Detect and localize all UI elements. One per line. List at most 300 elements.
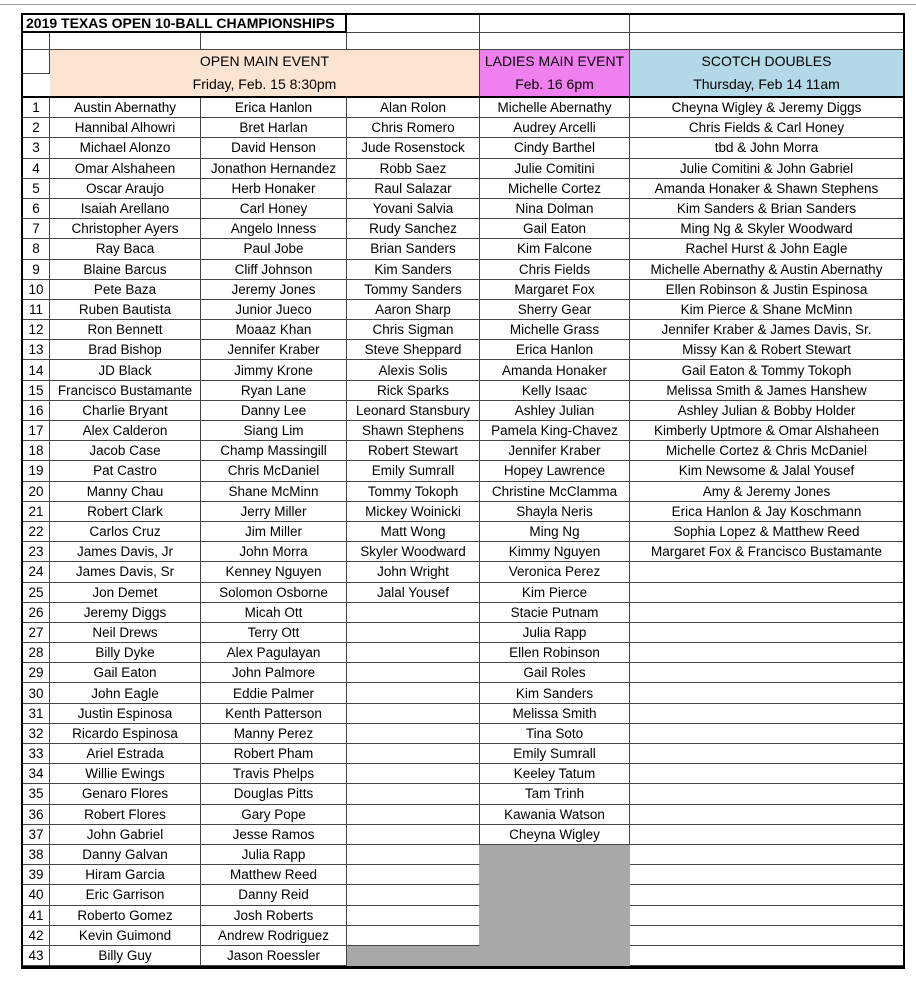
ladies-player: Stacie Putnam xyxy=(480,603,630,623)
open-player-col2: Gary Pope xyxy=(201,805,347,825)
top-rule xyxy=(0,4,916,5)
open-player-col1: JD Black xyxy=(50,360,201,380)
open-player-col3: Shawn Stephens xyxy=(347,421,480,441)
row-number: 17 xyxy=(23,421,50,441)
open-player-col3 xyxy=(347,885,480,905)
ladies-player: Jennifer Kraber xyxy=(480,441,630,461)
scotch-doubles-team: Kimberly Uptmore & Omar Alshaheen xyxy=(630,421,903,441)
open-player-col2: Kenney Nguyen xyxy=(201,562,347,582)
table-row xyxy=(23,199,903,219)
row-number: 13 xyxy=(23,340,50,360)
open-player-col2: Junior Jueco xyxy=(201,300,347,320)
page-title: 2019 TEXAS OPEN 10-BALL CHAMPIONSHIPS xyxy=(23,15,347,33)
ladies-player: Emily Sumrall xyxy=(480,744,630,764)
table-row xyxy=(23,280,903,300)
open-player-col1: Ray Baca xyxy=(50,239,201,259)
table-row xyxy=(23,118,903,138)
open-player-col1: Billy Guy xyxy=(50,946,201,966)
open-player-col1: Carlos Cruz xyxy=(50,522,201,542)
open-player-col3 xyxy=(347,704,480,724)
table-row xyxy=(23,502,903,522)
open-player-col1: Justin Espinosa xyxy=(50,704,201,724)
open-player-col2: Solomon Osborne xyxy=(201,583,347,603)
open-player-col2: Julia Rapp xyxy=(201,845,347,865)
open-player-col3: Skyler Woodward xyxy=(347,542,480,562)
open-player-col1: James Davis, Sr xyxy=(50,562,201,582)
open-player-col1: Omar Alshaheen xyxy=(50,159,201,179)
open-player-col3 xyxy=(347,643,480,663)
open-player-col1: Ricardo Espinosa xyxy=(50,724,201,744)
blank-cell xyxy=(480,33,630,50)
table-row xyxy=(23,159,903,179)
open-player-col3: Raul Salazar xyxy=(347,179,480,199)
open-player-col1: Danny Galvan xyxy=(50,845,201,865)
open-player-col1: Roberto Gomez xyxy=(50,906,201,926)
ladies-player: Gail Eaton xyxy=(480,219,630,239)
open-player-col3: Kim Sanders xyxy=(347,260,480,280)
tournament-sheet xyxy=(21,13,905,969)
scotch-doubles-team xyxy=(630,926,903,946)
table-row xyxy=(23,421,903,441)
table-row xyxy=(23,845,903,865)
table-row xyxy=(23,320,903,340)
open-player-col1: Alex Calderon xyxy=(50,421,201,441)
open-player-col1: John Gabriel xyxy=(50,825,201,845)
open-player-col2: Jason Roessler xyxy=(201,946,347,966)
scotch-doubles-team xyxy=(630,724,903,744)
row-number: 25 xyxy=(23,583,50,603)
ladies-player xyxy=(480,926,630,946)
table-row xyxy=(23,885,903,905)
open-player-col3 xyxy=(347,724,480,744)
open-player-col2: Jimmy Krone xyxy=(201,360,347,380)
row-number: 21 xyxy=(23,502,50,522)
open-player-col1: Willie Ewings xyxy=(50,764,201,784)
ladies-player: Ellen Robinson xyxy=(480,643,630,663)
open-player-col3: Brian Sanders xyxy=(347,239,480,259)
row-number: 30 xyxy=(23,683,50,703)
blank-cell xyxy=(630,33,903,50)
scotch-doubles-team xyxy=(630,946,903,966)
tournament-table xyxy=(23,15,903,966)
table-row xyxy=(23,522,903,542)
open-player-col2: Micah Ott xyxy=(201,603,347,623)
open-player-col3 xyxy=(347,603,480,623)
open-player-col2: Jennifer Kraber xyxy=(201,340,347,360)
ladies-player xyxy=(480,906,630,926)
table-row xyxy=(23,764,903,784)
table-row xyxy=(23,946,903,966)
open-player-col2: Moaaz Khan xyxy=(201,320,347,340)
open-player-col3: Jalal Yousef xyxy=(347,583,480,603)
player-rows xyxy=(23,98,903,966)
open-player-col1: Francisco Bustamante xyxy=(50,381,201,401)
table-row xyxy=(23,865,903,885)
row-number: 10 xyxy=(23,280,50,300)
open-player-col1: Ruben Bautista xyxy=(50,300,201,320)
ladies-player: Shayla Neris xyxy=(480,502,630,522)
open-player-col2: John Palmore xyxy=(201,663,347,683)
row-number: 7 xyxy=(23,219,50,239)
ladies-event-name: LADIES MAIN EVENT xyxy=(484,53,625,69)
ladies-player: Kimmy Nguyen xyxy=(480,542,630,562)
open-player-col3: Yovani Salvia xyxy=(347,199,480,219)
open-player-col1: Kevin Guimond xyxy=(50,926,201,946)
table-row xyxy=(23,623,903,643)
blank-cell xyxy=(480,15,630,33)
row-number: 15 xyxy=(23,381,50,401)
open-player-col3: Tommy Tokoph xyxy=(347,482,480,502)
open-player-col1: Brad Bishop xyxy=(50,340,201,360)
blank-cell xyxy=(50,33,201,50)
scotch-doubles-team: Michelle Cortez & Chris McDaniel xyxy=(630,441,903,461)
ladies-player: Christine McClamma xyxy=(480,482,630,502)
blank-cell xyxy=(201,33,347,50)
ladies-player: Ashley Julian xyxy=(480,401,630,421)
table-row xyxy=(23,724,903,744)
scotch-doubles-team: Erica Hanlon & Jay Koschmann xyxy=(630,502,903,522)
open-event-name: OPEN MAIN EVENT xyxy=(199,53,330,69)
scotch-doubles-team xyxy=(630,865,903,885)
open-player-col2: Eddie Palmer xyxy=(201,683,347,703)
ladies-player: Cheyna Wigley xyxy=(480,825,630,845)
open-player-col1: James Davis, Jr xyxy=(50,542,201,562)
table-row xyxy=(23,704,903,724)
open-event-datetime: Friday, Feb. 15 8:30pm xyxy=(192,76,337,92)
open-player-col1: Ron Bennett xyxy=(50,320,201,340)
open-player-col1: John Eagle xyxy=(50,683,201,703)
row-number: 27 xyxy=(23,623,50,643)
scotch-doubles-team: Jennifer Kraber & James Davis, Sr. xyxy=(630,320,903,340)
table-row xyxy=(23,381,903,401)
table-row xyxy=(23,179,903,199)
open-player-col1: Isaiah Arellano xyxy=(50,199,201,219)
scotch-doubles-team: Gail Eaton & Tommy Tokoph xyxy=(630,360,903,380)
open-player-col2: Champ Massingill xyxy=(201,441,347,461)
ladies-player xyxy=(480,946,630,966)
open-player-col2: Herb Honaker xyxy=(201,179,347,199)
table-row xyxy=(23,805,903,825)
open-player-col1: Charlie Bryant xyxy=(50,401,201,421)
row-number: 32 xyxy=(23,724,50,744)
ladies-player: Hopey Lawrence xyxy=(480,461,630,481)
row-number: 31 xyxy=(23,704,50,724)
table-row xyxy=(23,138,903,158)
open-player-col2: Angelo Inness xyxy=(201,219,347,239)
open-player-col3: Robert Stewart xyxy=(347,441,480,461)
ladies-player: Pamela King-Chavez xyxy=(480,421,630,441)
scotch-doubles-team: Sophia Lopez & Matthew Reed xyxy=(630,522,903,542)
open-player-col1: Hannibal Alhowri xyxy=(50,118,201,138)
table-row xyxy=(23,360,903,380)
open-player-col2: Alex Pagulayan xyxy=(201,643,347,663)
open-player-col2: Jesse Ramos xyxy=(201,825,347,845)
open-player-col2: Danny Lee xyxy=(201,401,347,421)
ladies-player: Amanda Honaker xyxy=(480,360,630,380)
open-player-col3 xyxy=(347,845,480,865)
title-row xyxy=(23,15,903,33)
table-row xyxy=(23,603,903,623)
open-player-col1: Pete Baza xyxy=(50,280,201,300)
ladies-player: Veronica Perez xyxy=(480,562,630,582)
open-player-col1: Eric Garrison xyxy=(50,885,201,905)
open-player-col2: Jim Miller xyxy=(201,522,347,542)
open-player-col3 xyxy=(347,825,480,845)
scotch-doubles-team xyxy=(630,764,903,784)
open-player-col3: John Wright xyxy=(347,562,480,582)
blank-cell xyxy=(630,15,903,33)
row-number: 24 xyxy=(23,562,50,582)
open-player-col3: Leonard Stansbury xyxy=(347,401,480,421)
ladies-player: Julia Rapp xyxy=(480,623,630,643)
scotch-doubles-team xyxy=(630,885,903,905)
open-player-col1: Christopher Ayers xyxy=(50,219,201,239)
scotch-doubles-team xyxy=(630,562,903,582)
open-player-col1: Ariel Estrada xyxy=(50,744,201,764)
ladies-player: Margaret Fox xyxy=(480,280,630,300)
scotch-doubles-team: Cheyna Wigley & Jeremy Diggs xyxy=(630,98,903,118)
table-row xyxy=(23,583,903,603)
scotch-doubles-team: Margaret Fox & Francisco Bustamante xyxy=(630,542,903,562)
scotch-doubles-team: Michelle Abernathy & Austin Abernathy xyxy=(630,260,903,280)
open-player-col1: Hiram Garcia xyxy=(50,865,201,885)
open-player-col3: Tommy Sanders xyxy=(347,280,480,300)
ladies-player xyxy=(480,865,630,885)
open-player-col2: Josh Roberts xyxy=(201,906,347,926)
open-player-col2: David Henson xyxy=(201,138,347,158)
ladies-player: Kawania Watson xyxy=(480,805,630,825)
scotch-doubles-team xyxy=(630,603,903,623)
row-number: 23 xyxy=(23,542,50,562)
table-row xyxy=(23,906,903,926)
ladies-player: Kelly Isaac xyxy=(480,381,630,401)
open-player-col3: Rudy Sanchez xyxy=(347,219,480,239)
table-row xyxy=(23,219,903,239)
row-number: 4 xyxy=(23,159,50,179)
open-player-col3 xyxy=(347,663,480,683)
row-number: 5 xyxy=(23,179,50,199)
open-player-col3: Steve Sheppard xyxy=(347,340,480,360)
row-number: 42 xyxy=(23,926,50,946)
blank-cell xyxy=(23,33,50,50)
ladies-player: Kim Pierce xyxy=(480,583,630,603)
scotch-doubles-team: Amanda Honaker & Shawn Stephens xyxy=(630,179,903,199)
spacer-row xyxy=(23,33,903,50)
row-number: 37 xyxy=(23,825,50,845)
scotch-doubles-team xyxy=(630,583,903,603)
open-player-col3: Rick Sparks xyxy=(347,381,480,401)
scotch-doubles-team xyxy=(630,906,903,926)
open-player-col2: Jonathon Hernandez xyxy=(201,159,347,179)
table-row xyxy=(23,562,903,582)
open-player-col2: Shane McMinn xyxy=(201,482,347,502)
open-player-col2: Bret Harlan xyxy=(201,118,347,138)
scotch-doubles-team: Chris Fields & Carl Honey xyxy=(630,118,903,138)
scotch-doubles-team xyxy=(630,845,903,865)
table-row xyxy=(23,542,903,562)
row-number: 2 xyxy=(23,118,50,138)
scotch-doubles-team: Rachel Hurst & John Eagle xyxy=(630,239,903,259)
table-row xyxy=(23,683,903,703)
row-number: 38 xyxy=(23,845,50,865)
row-number: 39 xyxy=(23,865,50,885)
open-player-col1: Jon Demet xyxy=(50,583,201,603)
open-player-col1: Robert Flores xyxy=(50,805,201,825)
table-row xyxy=(23,643,903,663)
open-player-col2: Ryan Lane xyxy=(201,381,347,401)
row-number: 8 xyxy=(23,239,50,259)
row-number: 11 xyxy=(23,300,50,320)
row-number: 35 xyxy=(23,784,50,804)
open-player-col3 xyxy=(347,805,480,825)
table-row xyxy=(23,441,903,461)
open-player-col3 xyxy=(347,926,480,946)
row-number: 1 xyxy=(23,98,50,118)
open-player-col3: Chris Romero xyxy=(347,118,480,138)
open-player-col1: Austin Abernathy xyxy=(50,98,201,118)
row-number: 6 xyxy=(23,199,50,219)
row-number: 34 xyxy=(23,764,50,784)
row-number: 14 xyxy=(23,360,50,380)
scotch-doubles-team: Melissa Smith & James Hanshew xyxy=(630,381,903,401)
open-player-col3 xyxy=(347,906,480,926)
open-player-col1: Blaine Barcus xyxy=(50,260,201,280)
open-player-col3: Alexis Solis xyxy=(347,360,480,380)
open-player-col3: Emily Sumrall xyxy=(347,461,480,481)
open-player-col2: John Morra xyxy=(201,542,347,562)
open-player-col1: Oscar Araujo xyxy=(50,179,201,199)
row-number: 28 xyxy=(23,643,50,663)
table-row xyxy=(23,482,903,502)
row-number: 9 xyxy=(23,260,50,280)
ladies-player: Nina Dolman xyxy=(480,199,630,219)
open-player-col3 xyxy=(347,683,480,703)
table-row xyxy=(23,98,903,118)
open-player-col1: Jeremy Diggs xyxy=(50,603,201,623)
ladies-player: Kim Falcone xyxy=(480,239,630,259)
open-player-col3 xyxy=(347,623,480,643)
scotch-doubles-team xyxy=(630,784,903,804)
open-player-col3: Jude Rosenstock xyxy=(347,138,480,158)
ladies-player: Gail Roles xyxy=(480,663,630,683)
table-row xyxy=(23,239,903,259)
ladies-player: Sherry Gear xyxy=(480,300,630,320)
open-main-event-header xyxy=(50,50,480,98)
ladies-player: Chris Fields xyxy=(480,260,630,280)
ladies-event-datetime: Feb. 16 6pm xyxy=(515,76,594,92)
row-number: 41 xyxy=(23,906,50,926)
open-player-col2: Cliff Johnson xyxy=(201,260,347,280)
open-player-col3: Matt Wong xyxy=(347,522,480,542)
open-player-col1: Gail Eaton xyxy=(50,663,201,683)
table-row xyxy=(23,340,903,360)
open-player-col2: Andrew Rodriguez xyxy=(201,926,347,946)
open-player-col1: Pat Castro xyxy=(50,461,201,481)
open-player-col2: Erica Hanlon xyxy=(201,98,347,118)
scotch-doubles-header xyxy=(630,50,903,98)
ladies-player: Kim Sanders xyxy=(480,683,630,703)
ladies-player: Michelle Grass xyxy=(480,320,630,340)
ladies-player: Ming Ng xyxy=(480,522,630,542)
table-row xyxy=(23,300,903,320)
scotch-doubles-team: Kim Sanders & Brian Sanders xyxy=(630,199,903,219)
open-player-col2: Jerry Miller xyxy=(201,502,347,522)
open-player-col2: Robert Pham xyxy=(201,744,347,764)
table-row xyxy=(23,260,903,280)
scotch-doubles-team: Amy & Jeremy Jones xyxy=(630,482,903,502)
open-player-col3 xyxy=(347,784,480,804)
event-header-row xyxy=(23,50,903,74)
ladies-player: Cindy Barthel xyxy=(480,138,630,158)
open-player-col2: Danny Reid xyxy=(201,885,347,905)
scotch-doubles-team xyxy=(630,805,903,825)
open-player-col2: Travis Phelps xyxy=(201,764,347,784)
blank-cell xyxy=(23,74,50,98)
open-player-col2: Manny Perez xyxy=(201,724,347,744)
open-player-col3 xyxy=(347,764,480,784)
ladies-player: Keeley Tatum xyxy=(480,764,630,784)
open-player-col1: Michael Alonzo xyxy=(50,138,201,158)
table-row xyxy=(23,784,903,804)
row-number: 29 xyxy=(23,663,50,683)
open-player-col3: Chris Sigman xyxy=(347,320,480,340)
row-number: 19 xyxy=(23,461,50,481)
open-player-col2: Siang Lim xyxy=(201,421,347,441)
open-player-col1: Genaro Flores xyxy=(50,784,201,804)
row-number: 3 xyxy=(23,138,50,158)
open-player-col2: Terry Ott xyxy=(201,623,347,643)
row-number: 16 xyxy=(23,401,50,421)
scotch-event-datetime: Thursday, Feb 14 11am xyxy=(693,76,840,92)
open-player-col2: Kenth Patterson xyxy=(201,704,347,724)
open-player-col1: Neil Drews xyxy=(50,623,201,643)
blank-cell xyxy=(347,15,480,33)
ladies-player: Erica Hanlon xyxy=(480,340,630,360)
blank-cell xyxy=(23,50,50,74)
ladies-player: Tam Trinh xyxy=(480,784,630,804)
ladies-player: Julie Comitini xyxy=(480,159,630,179)
table-row xyxy=(23,461,903,481)
open-player-col2: Paul Jobe xyxy=(201,239,347,259)
row-number: 40 xyxy=(23,885,50,905)
open-player-col3 xyxy=(347,946,480,966)
table-row xyxy=(23,744,903,764)
open-player-col1: Robert Clark xyxy=(50,502,201,522)
scotch-doubles-team xyxy=(630,643,903,663)
scotch-doubles-team: Ellen Robinson & Justin Espinosa xyxy=(630,280,903,300)
scotch-doubles-team: Ming Ng & Skyler Woodward xyxy=(630,219,903,239)
row-number: 20 xyxy=(23,482,50,502)
row-number: 26 xyxy=(23,603,50,623)
open-player-col2: Matthew Reed xyxy=(201,865,347,885)
open-player-col3: Mickey Woinicki xyxy=(347,502,480,522)
scotch-doubles-team: Kim Pierce & Shane McMinn xyxy=(630,300,903,320)
open-player-col1: Manny Chau xyxy=(50,482,201,502)
open-player-col1: Billy Dyke xyxy=(50,643,201,663)
scotch-doubles-team xyxy=(630,683,903,703)
open-player-col3: Alan Rolon xyxy=(347,98,480,118)
scotch-doubles-team xyxy=(630,663,903,683)
ladies-player: Michelle Cortez xyxy=(480,179,630,199)
open-player-col2: Douglas Pitts xyxy=(201,784,347,804)
ladies-player: Tina Soto xyxy=(480,724,630,744)
blank-cell xyxy=(347,33,480,50)
row-number: 18 xyxy=(23,441,50,461)
scotch-doubles-team xyxy=(630,623,903,643)
scotch-event-name: SCOTCH DOUBLES xyxy=(701,53,832,69)
scotch-doubles-team xyxy=(630,704,903,724)
open-player-col3: Robb Saez xyxy=(347,159,480,179)
